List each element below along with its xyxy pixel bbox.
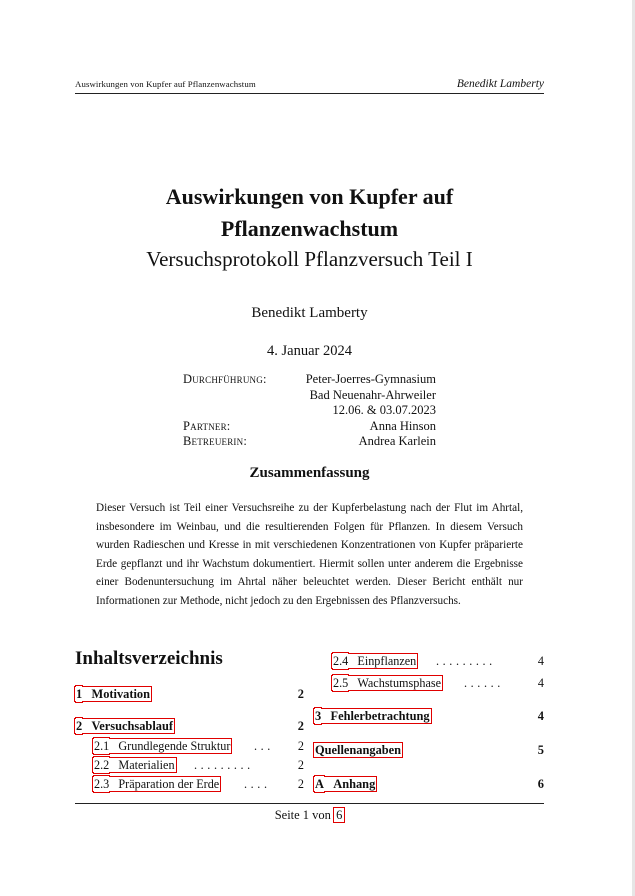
info-key: Durchführung: bbox=[183, 372, 267, 386]
toc-link[interactable] bbox=[75, 719, 174, 733]
toc-link[interactable] bbox=[93, 777, 220, 791]
toc-page: 2 bbox=[297, 687, 304, 701]
toc-page: 4 bbox=[537, 654, 544, 668]
info-row bbox=[183, 419, 436, 435]
toc-title: Inhaltsverzeichnis bbox=[75, 648, 223, 669]
info-value: Andrea Karlein bbox=[358, 434, 436, 448]
abstract-text: Dieser Versuch ist Teil einer Versuchsreihe zu der Kupferbelastung nach der Flut im Ahrtal, insbesondere im Weinbau, und die resultierenden Folgen für Pflanzen. In diesem Versuch wurden Radieschen und Kresse in mit verschiedenen Konzentrationen von Kupfer präparierte Erde gepflanzt und ihr Wachstum dokumentiert. Hiermit sollen unter anderem die Ergebnisse einer Bodenuntersuchung im Ahrtal näher beleuchtet werden. Dieser Bericht enthält nur Informationen zur Methode, nicht jedoch zu den Ergebnissen des Pflanzversuchs. bbox=[96, 502, 523, 607]
toc-label: Wachstumsphase bbox=[357, 676, 442, 690]
toc-number: 2.1 bbox=[94, 739, 110, 753]
toc-leader-dots: ......... bbox=[194, 758, 254, 772]
toc-number: 3 bbox=[315, 709, 322, 723]
toc-leader-dots: ......... bbox=[436, 654, 496, 668]
info-key: Betreuerin: bbox=[183, 434, 248, 448]
footer-total-pages-link[interactable]: 6 bbox=[336, 808, 343, 822]
title-line-2: Pflanzenwachstum bbox=[220, 216, 399, 241]
toc-link[interactable] bbox=[332, 654, 417, 668]
document-subtitle: Versuchsprotokoll Pflanzversuch Teil I bbox=[146, 247, 473, 271]
toc-entry[interactable] bbox=[75, 718, 304, 734]
toc-label: Einpflanzen bbox=[357, 654, 417, 668]
toc-label: Fehlerbetrachtung bbox=[330, 709, 430, 723]
page-footer bbox=[75, 808, 544, 823]
toc-entry[interactable] bbox=[93, 757, 304, 773]
toc-number: 2 bbox=[76, 719, 83, 733]
document-title bbox=[75, 181, 544, 245]
info-row bbox=[183, 403, 436, 419]
title-line-1: Auswirkungen von Kupfer auf bbox=[165, 184, 454, 209]
toc-page: 4 bbox=[537, 709, 544, 723]
toc-entry[interactable] bbox=[332, 675, 544, 691]
toc-leader-dots: .... bbox=[244, 777, 271, 791]
toc-number: 2.3 bbox=[94, 777, 110, 791]
info-row bbox=[183, 388, 436, 404]
toc-page: 4 bbox=[537, 676, 544, 690]
info-value: 12.06. & 03.07.2023 bbox=[332, 403, 436, 417]
toc-page: 2 bbox=[297, 758, 304, 772]
info-row bbox=[183, 434, 436, 450]
toc-label: Quellenangaben bbox=[315, 743, 402, 757]
toc-link[interactable] bbox=[75, 687, 151, 701]
toc-link[interactable] bbox=[314, 777, 376, 791]
toc-label: Grundlegende Struktur bbox=[118, 739, 231, 753]
toc-leader-dots: ... bbox=[254, 739, 274, 753]
running-header-author: Benedikt Lamberty bbox=[456, 78, 544, 90]
toc-entry[interactable] bbox=[314, 708, 544, 724]
toc-link[interactable] bbox=[93, 739, 231, 753]
info-key: Partner: bbox=[183, 418, 231, 433]
toc-number: A bbox=[315, 777, 324, 791]
toc-label: Motivation bbox=[91, 687, 151, 701]
toc-page: 2 bbox=[297, 777, 304, 791]
document-author: Benedikt Lamberty bbox=[251, 305, 368, 321]
running-header bbox=[75, 79, 544, 94]
toc-entry[interactable] bbox=[314, 776, 544, 792]
toc-entry[interactable] bbox=[332, 653, 544, 669]
toc-label: Versuchsablauf bbox=[91, 719, 173, 733]
info-value: Bad Neuenahr-Ahrweiler bbox=[309, 387, 436, 402]
toc-label: Anhang bbox=[333, 777, 376, 791]
toc-label: Materialien bbox=[118, 758, 175, 772]
toc-link[interactable] bbox=[332, 676, 442, 690]
toc-number: 2.2 bbox=[94, 758, 110, 772]
footer-rule bbox=[75, 803, 544, 804]
info-table bbox=[183, 372, 436, 450]
toc-link[interactable] bbox=[314, 709, 431, 723]
toc-page: 5 bbox=[537, 743, 544, 757]
toc-number: 2.4 bbox=[333, 654, 349, 668]
info-row bbox=[183, 372, 436, 388]
toc-page: 2 bbox=[297, 739, 304, 753]
toc-leader-dots: ...... bbox=[464, 676, 504, 690]
toc-label: Präparation der Erde bbox=[118, 777, 220, 791]
toc-entry[interactable] bbox=[93, 738, 304, 754]
toc-link[interactable] bbox=[93, 758, 176, 772]
toc-number: 2.5 bbox=[333, 676, 349, 690]
info-value: Anna Hinson bbox=[369, 418, 436, 433]
toc-entry[interactable] bbox=[93, 776, 304, 792]
document-date: 4. Januar 2024 bbox=[267, 343, 352, 359]
toc-entry[interactable] bbox=[75, 686, 304, 702]
toc-page: 6 bbox=[537, 777, 544, 791]
abstract-heading: Zusammenfassung bbox=[249, 465, 370, 481]
toc-link[interactable] bbox=[314, 743, 402, 757]
running-header-title: Auswirkungen von Kupfer auf Pflanzenwachstum bbox=[75, 79, 256, 89]
toc-entry[interactable] bbox=[314, 742, 544, 758]
toc-page: 2 bbox=[297, 719, 304, 733]
footer-page-text: Seite 1 von bbox=[274, 808, 331, 822]
info-value: Peter-Joerres-Gymnasium bbox=[305, 372, 436, 386]
toc-number: 1 bbox=[76, 687, 83, 701]
